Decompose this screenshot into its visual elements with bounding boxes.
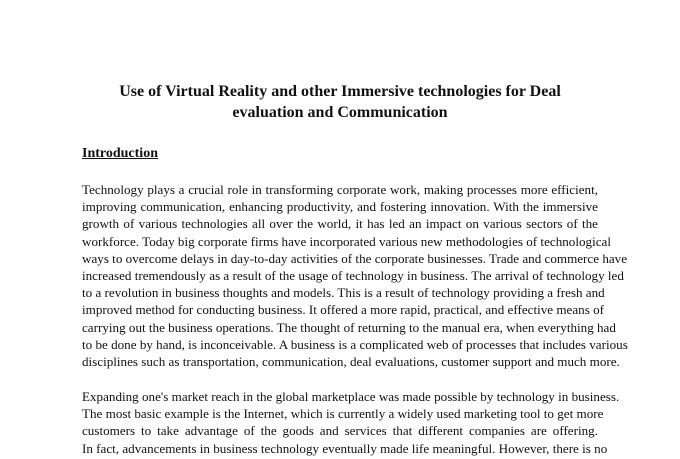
paragraph-line: Technology plays a crucial role in transforming corporate work, making processes more efficient, [82,182,598,197]
body-paragraph [82,388,620,457]
paragraph-line: improving communication, enhancing productivity, and fostering innovation. With the immersive [82,199,598,215]
section-heading-introduction: Introduction [82,146,158,161]
paragraph-line: growth of various technologies all over the world, it has led an impact on various sectors of the [82,216,598,232]
paragraph-line: to a revolution in business thoughts and models. This is a result of technology providing a fresh and [82,285,605,301]
paragraph-line: customers to take advantage of the goods and services that different companies are offering. [82,423,598,439]
paragraph-line: The most basic example is the Internet, which is currently a widely used marketing tool to get more [82,406,604,422]
paragraph-line: In fact, advancements in business technology eventually made life meaningful. However, there is no [82,440,608,456]
paragraph-line: to be done by hand, is inconceivable. A business is a complicated web of processes that includes various [82,336,628,352]
paragraph-line: carrying out the business operations. The thought of returning to the manual era, when everything had [82,319,616,335]
title-line: evaluation and Communication [232,104,448,121]
title-line: Use of Virtual Reality and other Immersive technologies for Deal [119,83,561,100]
paragraph-line: improved method for conducting business. It offered a more rapid, practical, and effective means of [82,302,604,318]
document-title [82,81,598,123]
paragraph-line: disciplines such as transportation, communication, deal evaluations, customer support and much more. [82,354,620,370]
paragraph-line: workforce. Today big corporate firms have incorporated various new methodologies of technological [82,233,611,249]
body-paragraph [82,181,628,370]
paragraph-line: Expanding one's market reach in the global marketplace was made possible by technology in business. [82,389,620,404]
paragraph-line: ways to overcome delays in day-to-day activities of the corporate businesses. Trade and commerce have [82,250,628,266]
paragraph-line: increased tremendously as a result of the usage of technology in business. The arrival of technology led [82,268,624,284]
